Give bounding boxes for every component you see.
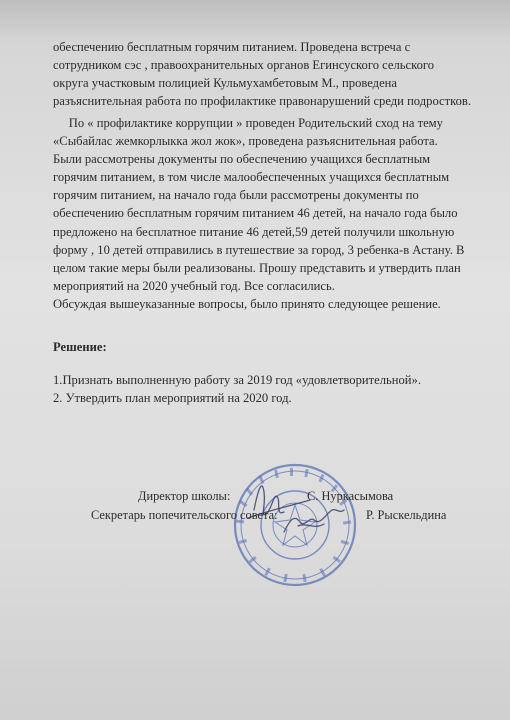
decision-item: 2. Утвердить план мероприятий на 2020 год.	[53, 391, 292, 406]
text-line: сотрудником сэс , правоохранительных органов Егинсуского сельского	[53, 58, 435, 73]
text-line: предложено на бесплатное питание 46 детей,59 детей получили школьную	[53, 224, 455, 239]
text-line: Обсуждая вышеуказанные вопросы, было принято следующее решение.	[53, 296, 441, 311]
secretary-label: Секретарь попечительского совета:	[91, 508, 278, 522]
text-line: обеспечению бесплатным горячим питанием. Проведена встреча с	[53, 40, 411, 54]
text-line: горячим питанием, на начало года были рассмотрены документы по	[53, 188, 419, 203]
handwritten-signature	[240, 470, 350, 540]
secretary-name: Р. Рыскельдина	[366, 508, 447, 522]
text-line: горячим питанием, в том числе малообеспеченных учащихся бесплатным	[53, 170, 450, 185]
text-line: форму , 10 детей отправились в путешествие за город, 3 ребенка-в Астану. В	[53, 242, 465, 257]
decision-list	[53, 371, 483, 407]
text-line: Были рассмотрены документы по обеспечению учащихся бесплатным	[53, 152, 431, 167]
text-line: По « профилактике коррупции » проведен Родительский сход на тему	[53, 116, 443, 130]
paragraph-2	[53, 114, 483, 313]
director-label: Директор школы:	[138, 489, 231, 503]
text-line: округа участковым полицией Кульмухамбетовым М., проведена	[53, 76, 397, 91]
text-line: «Сыбайлас жемкорлыкка жол жок», проведена разъяснительная работа.	[53, 134, 438, 149]
text-line: разъяснительная работа по профилактике правонарушений среди подростков.	[53, 94, 472, 109]
decision-item: 1.Признать выполненную работу за 2019 год «удовлетворительной».	[53, 373, 421, 387]
text-line: целом такие меры были реализованы. Прошу представить и утвердить план	[53, 260, 461, 275]
text-line: обеспечению бесплатным горячим питанием 46 детей, на начало года было	[53, 206, 458, 221]
text-line: мероприятий на 2020 учебный год. Все согласились.	[53, 278, 335, 293]
director-name: С. Нуркасымова	[307, 489, 394, 503]
paragraph-1	[53, 38, 483, 110]
decision-heading: Решение:	[53, 340, 107, 354]
